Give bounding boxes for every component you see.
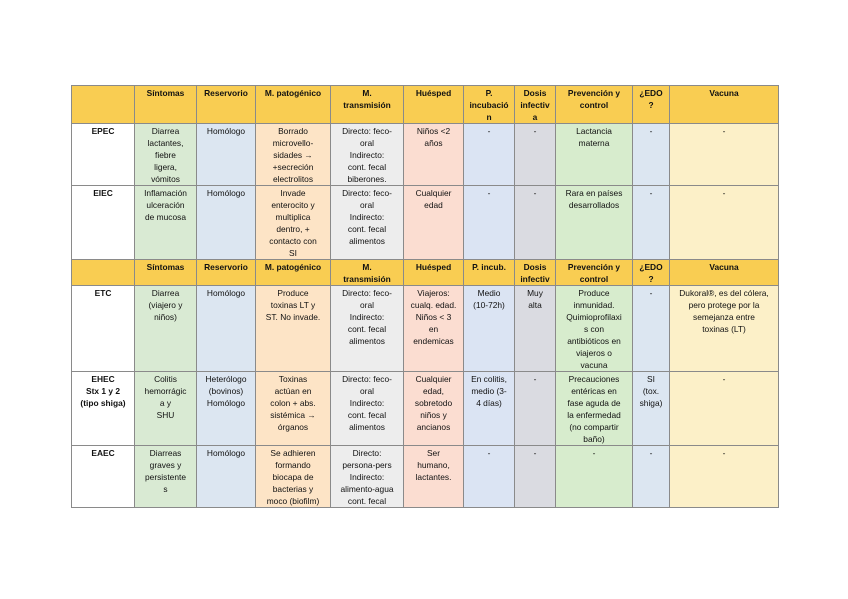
table-cell: Diarreas graves y persistente s [135,446,197,508]
table-cell: Produce inmunidad. Quimioprofilaxi s con antibióticos en viajeros o vacuna [556,286,633,372]
header-cell-reservorio: Reservorio [197,260,256,286]
table-cell: Cualquier edad [404,186,464,260]
header-cell-sintomas: Síntomas [135,260,197,286]
header-row [72,86,779,124]
header-cell-edo: ¿EDO ? [633,86,670,124]
table-row-ehec [72,372,779,446]
header-cell-transmision: M. transmisión [331,86,404,124]
header-cell-patogenico: M. patogénico [256,86,331,124]
table-row-eiec [72,186,779,260]
table-cell: Dukoral®, es del cólera, pero protege por la semejanza entre toxinas (LT) [670,286,779,372]
table-cell: Invade enterocito y multiplica dentro, + contacto con SI [256,186,331,260]
header-cell-prevencion: Prevención y control [556,260,633,286]
table-cell: Medio (10-72h) [464,286,515,372]
table-cell: Niños <2 años [404,124,464,186]
header-cell-reservorio: Reservorio [197,86,256,124]
table-cell: Diarrea (viajero y niños) [135,286,197,372]
header-cell-dosis: Dosis infectiv a [515,86,556,124]
table-cell: Diarrea lactantes, fiebre ligera, vómitos [135,124,197,186]
header-cell-prevencion: Prevención y control [556,86,633,124]
header-cell-huesped: Huésped [404,260,464,286]
header-cell-vacuna: Vacuna [670,86,779,124]
header-cell-sintomas: Síntomas [135,86,197,124]
header-row-repeat [72,260,779,286]
table-cell: Directo: feco- oral Indirecto: cont. fecal alimentos [331,286,404,372]
header-cell-huesped: Huésped [404,86,464,124]
row-label: EAEC [72,446,135,508]
table-cell: Rara en países desarrollados [556,186,633,260]
table-cell: Directo: feco- oral Indirecto: cont. fecal alimentos [331,372,404,446]
table-cell: - [633,286,670,372]
table-cell: Colitis hemorrágic a y SHU [135,372,197,446]
table-cell: SI (tox. shiga) [633,372,670,446]
header-cell-patogenico: M. patogénico [256,260,331,286]
table-cell: En colitis, medio (3- 4 días) [464,372,515,446]
table-cell: Se adhieren formando biocapa de bacterias y moco (biofilm) [256,446,331,508]
table-cell: - [670,446,779,508]
table-cell: - [670,124,779,186]
table-cell: Muy alta [515,286,556,372]
table-cell: Ser humano, lactantes. [404,446,464,508]
table-cell: - [633,186,670,260]
comparison-table [71,85,779,508]
table-cell: - [556,446,633,508]
table-cell: Inflamación ulceración de mucosa [135,186,197,260]
table-cell: Toxinas actúan en colon + abs. sistémica → órganos [256,372,331,446]
table-cell: - [464,446,515,508]
header-cell-vacuna: Vacuna [670,260,779,286]
row-label: EHEC Stx 1 y 2 (tipo shiga) [72,372,135,446]
table-cell: - [670,372,779,446]
table-row-etc [72,286,779,372]
table-cell: Directo: feco- oral Indirecto: cont. fecal biberones. [331,124,404,186]
table-cell: - [515,372,556,446]
table-cell: Heterólogo (bovinos) Homólogo [197,372,256,446]
header-cell-dosis: Dosis infectiv [515,260,556,286]
table-cell: Borrado microvello- sidades → +secreción electrolitos [256,124,331,186]
table-cell: - [633,124,670,186]
table-row-eaec [72,446,779,508]
row-label: ETC [72,286,135,372]
table-cell: Viajeros: cualq. edad. Niños < 3 en endemicas [404,286,464,372]
header-cell-incubacion: P. incub. [464,260,515,286]
table-body [72,86,779,508]
table-cell: Directo: persona-pers Indirecto: alimento-agua cont. fecal [331,446,404,508]
table-cell: Cualquier edad, sobretodo niños y ancianos [404,372,464,446]
table-cell: - [515,124,556,186]
header-cell-empty [72,260,135,286]
table-cell: Homólogo [197,286,256,372]
table-cell: - [515,446,556,508]
table-cell: - [515,186,556,260]
table-cell: Lactancia materna [556,124,633,186]
table-cell: Homólogo [197,446,256,508]
table-cell: - [464,186,515,260]
header-cell-transmision: M. transmisión [331,260,404,286]
table-cell: - [670,186,779,260]
table-cell: Homólogo [197,186,256,260]
table-row-epec [72,124,779,186]
row-label: EPEC [72,124,135,186]
table-cell: Precauciones entéricas en fase aguda de la enfermedad (no compartir baño) [556,372,633,446]
table-cell: - [633,446,670,508]
header-cell-empty [72,86,135,124]
row-label: EIEC [72,186,135,260]
table-cell: Produce toxinas LT y ST. No invade. [256,286,331,372]
table-cell: Homólogo [197,124,256,186]
header-cell-incubacion: P. incubació n [464,86,515,124]
table-cell: - [464,124,515,186]
table-cell: Directo: feco- oral Indirecto: cont. fecal alimentos [331,186,404,260]
header-cell-edo: ¿EDO ? [633,260,670,286]
